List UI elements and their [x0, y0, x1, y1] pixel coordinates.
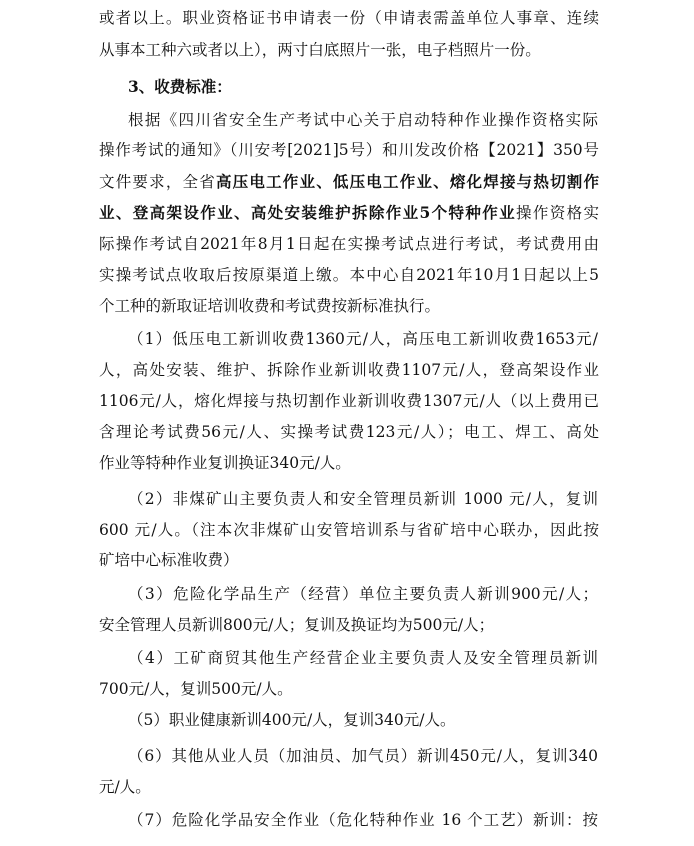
text-line: 或者以上。职业资格证书申请表一份（申请表需盖单位人事章、连续 — [99, 9, 599, 27]
text-line: （2）非煤矿山主要负责人和安全管理员新训 1000 元/人，复训 — [128, 490, 598, 508]
text-line — [99, 201, 599, 225]
text-line: 作业等特种作业复训换证340元/人。 — [99, 454, 351, 472]
text-line: （1）低压电工新训收费1360元/人，高压电工新训收费1653元/ — [128, 330, 598, 348]
text-line: 矿培中心标准收费） — [99, 551, 239, 569]
text-line: 实操考试点收取后按原渠道上缴。本中心自2021年10月1日起以上5 — [99, 266, 599, 284]
text-line: （6）其他从业人员（加油员、加气员）新训450元/人，复训340 — [128, 747, 598, 765]
text-line: 安全管理人员新训800元/人；复训及换证均为500元/人； — [99, 616, 495, 634]
text-line: （7）危险化学品安全作业（危化特种作业 16 个工艺）新训：按 — [128, 811, 598, 829]
text-line: 1106元/人，熔化焊接与热切割作业新训收费1307元/人（以上费用已 — [99, 392, 599, 410]
text-line: （3）危险化学品生产（经营）单位主要负责人新训900元/人； — [128, 585, 598, 603]
text-line: 人，高处安装、维护、拆除作业新训收费1107元/人，登高架设作业 — [99, 361, 599, 379]
bold-text: 业、登高架设作业、高处安装维护拆除作业5个特种作业 — [99, 203, 516, 222]
text-line: 元/人。 — [99, 778, 151, 796]
text-line: 个工种的新取证培训收费和考试费按新标准执行。 — [99, 297, 441, 315]
text-line: 700元/人，复训500元/人。 — [99, 680, 293, 698]
text-line: 从事本工种六或者以上），两寸白底照片一张，电子档照片一份。 — [99, 41, 541, 59]
text-line: （5）职业健康新训400元/人，复训340元/人。 — [128, 711, 456, 729]
bold-text: 高压电工作业、低压电工作业、熔化焊接与热切割作 — [215, 172, 599, 191]
text-line: 际操作考试自2021年8月1日起在实操考试点进行考试，考试费用由 — [99, 235, 599, 253]
text-segment: 文件要求，全省 — [99, 173, 216, 191]
section-heading: 3、收费标准： — [128, 77, 232, 96]
text-segment: 操作资格实 — [516, 204, 599, 222]
text-line: 根据《四川省安全生产考试中心关于启动特种作业操作资格实际 — [128, 111, 598, 129]
text-line: 600 元/人。（注本次非煤矿山安管培训系与省矿培中心联办，因此按 — [99, 521, 599, 539]
text-line: （4）工矿商贸其他生产经营企业主要负责人及安全管理员新训 — [128, 649, 598, 667]
text-line: 含理论考试费56元/人、实操考试费123元/人）；电工、焊工、高处 — [99, 423, 599, 441]
text-line: 操作考试的通知》（川安考[2021]5号）和川发改价格【2021】350号 — [99, 141, 599, 159]
text-line — [99, 170, 599, 194]
